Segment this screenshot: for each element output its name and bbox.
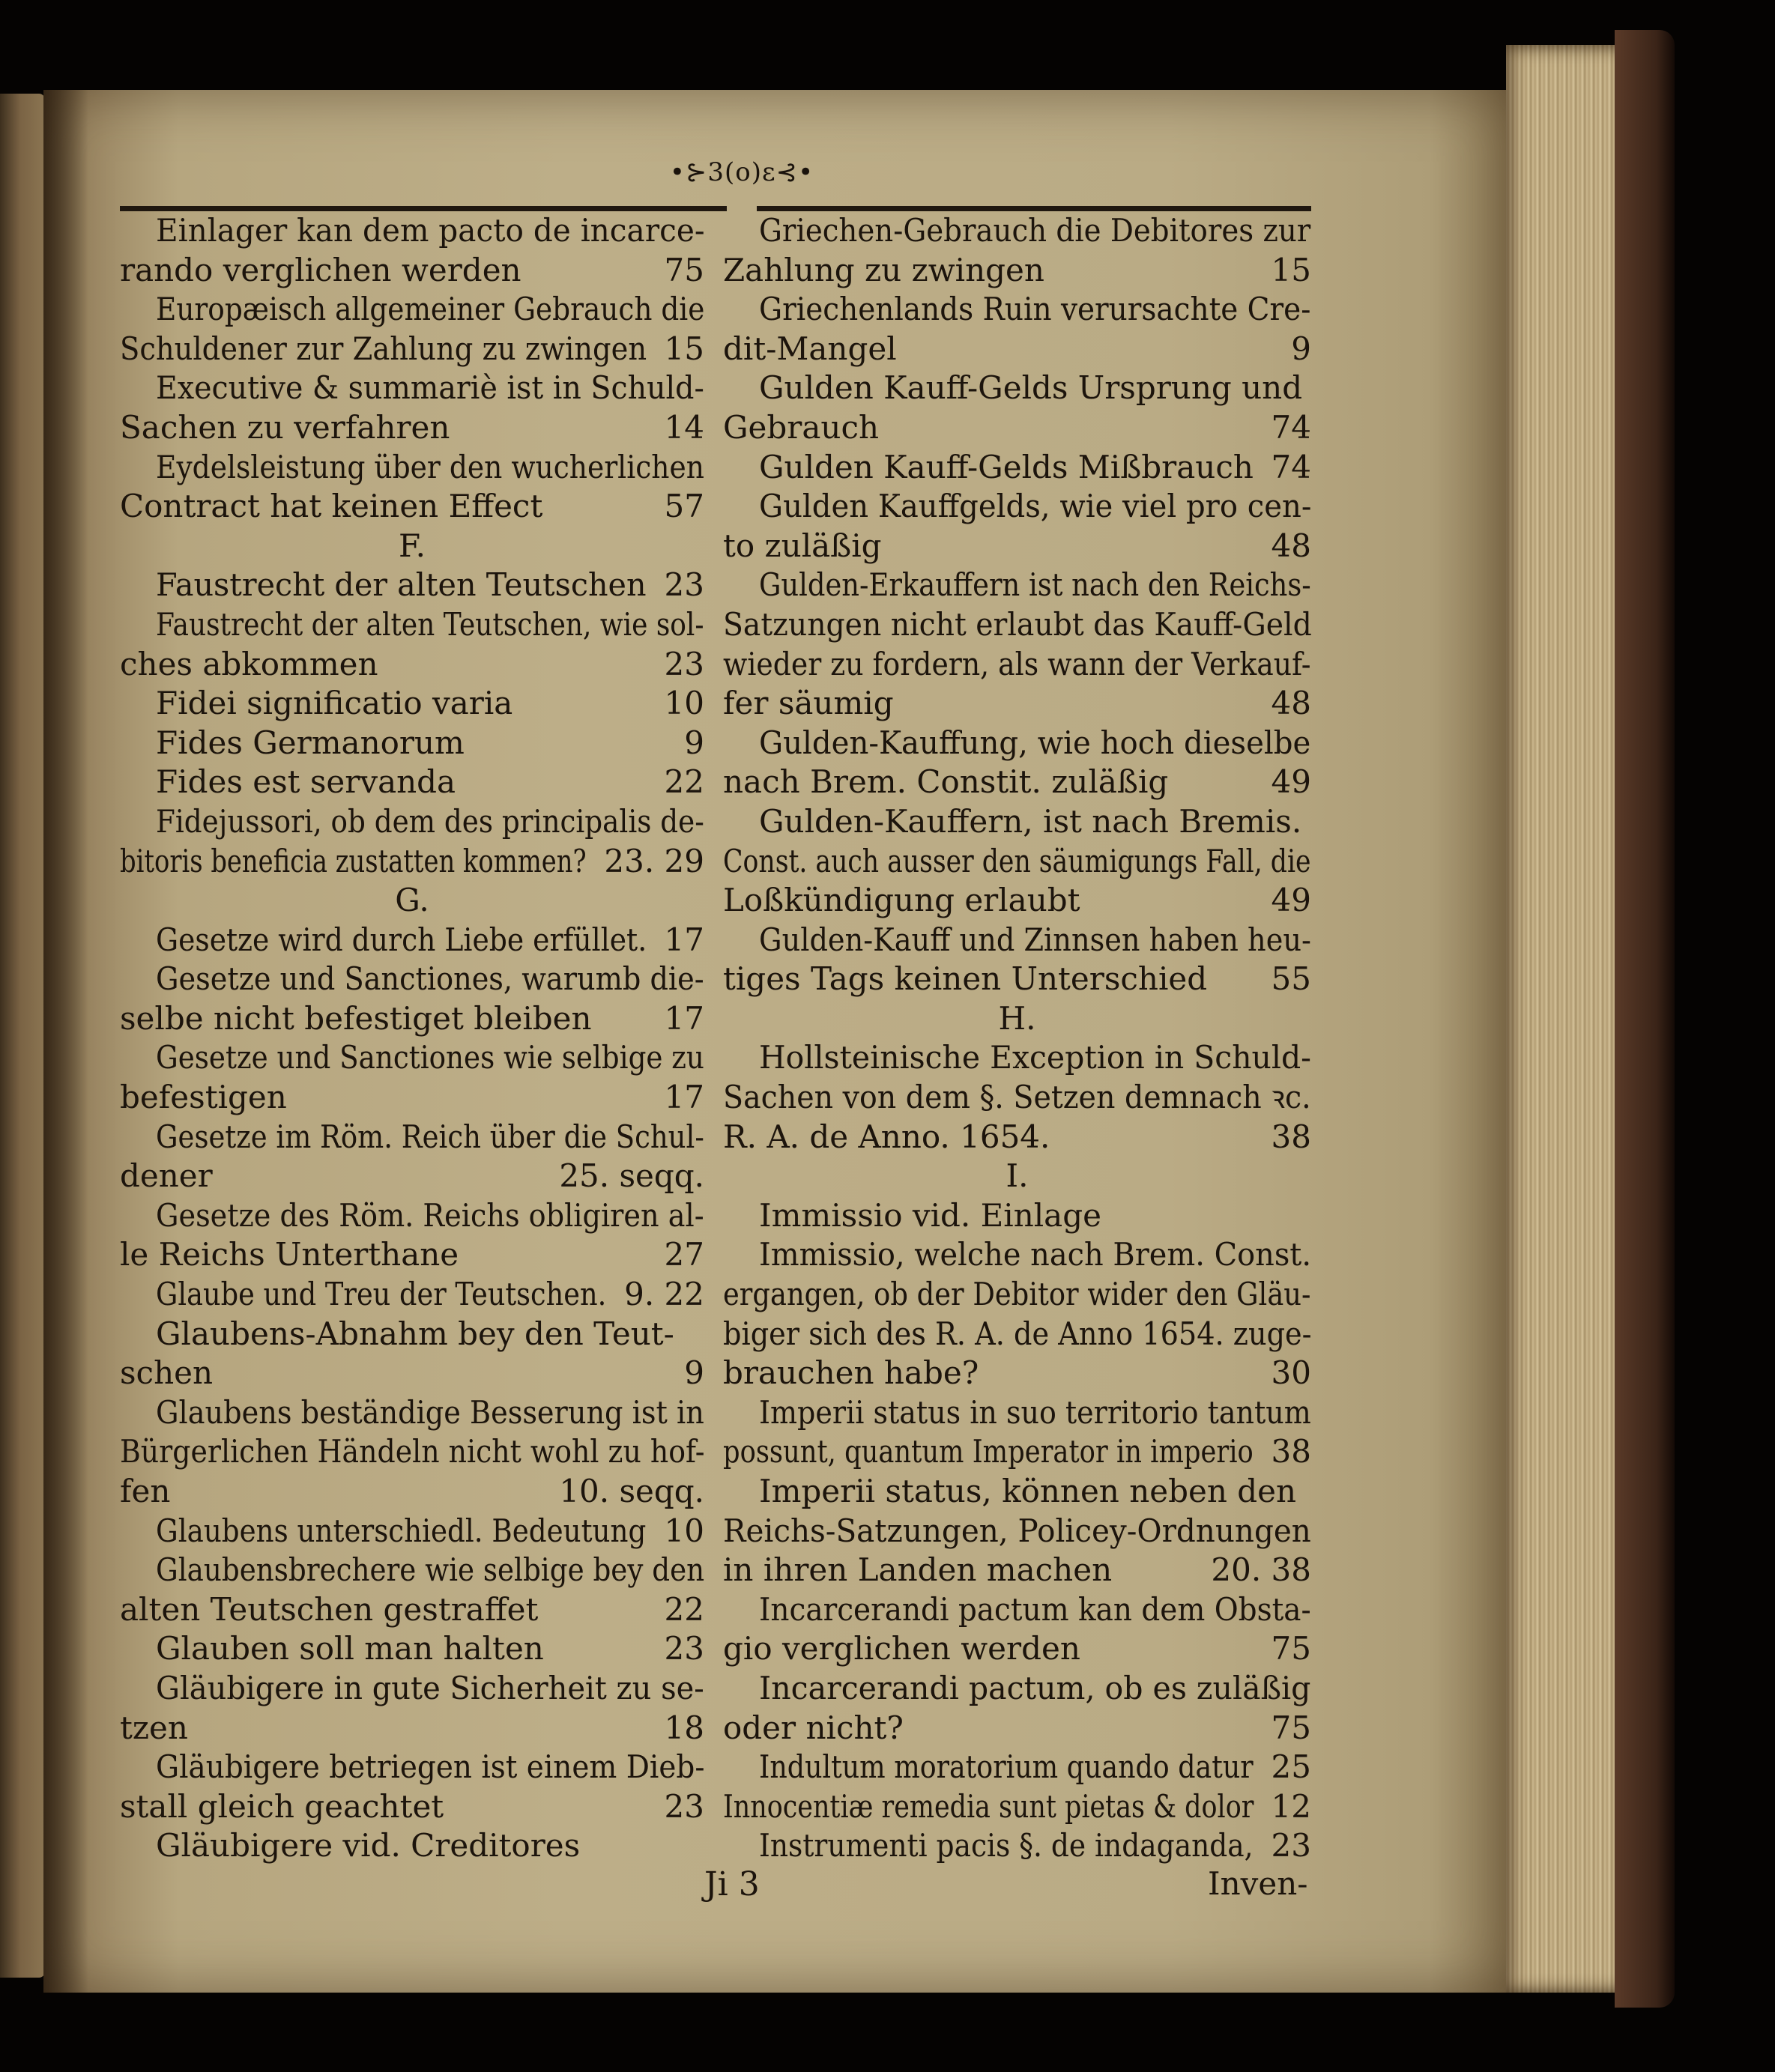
index-line [723,330,1311,369]
index-page-number: 22 [664,763,704,801]
index-entry-text: Indultum moratorium quando datur [759,1748,1254,1786]
index-entry-text: Innocentiæ remedia sunt pietas & dolor [723,1787,1254,1825]
index-line [723,881,1311,921]
index-entry-text: Gulden Kauffgelds, wie viel pro cen- [759,488,1312,525]
index-line [120,763,704,802]
index-line [120,921,704,960]
index-page-number: 22 [664,1590,704,1628]
index-entry-text: nach Brem. Constit. zuläßig [723,763,1169,801]
index-line [120,1551,704,1590]
index-line [120,369,704,408]
index-page-number: 55 [1271,960,1311,998]
index-page-number: 23 [1271,1827,1311,1865]
index-entry-text: in ihren Landen machen [723,1551,1113,1589]
index-line [723,1512,1311,1551]
index-page-number: 25 [1271,1748,1311,1786]
index-page-number: 15 [664,330,704,367]
index-line [120,487,704,527]
index-line [120,1826,704,1866]
index-page-number: 10 [664,685,704,722]
index-line [120,1629,704,1669]
book-cover-edge [1615,30,1675,2008]
index-line [120,408,704,448]
index-entry-text: Glauben soll man halten [156,1630,544,1667]
index-entry-text: Gesetze des Röm. Reichs obligiren al- [156,1196,704,1234]
page-header-ornament: •⊱3(o)ε⊰• [669,157,814,187]
index-entry-text: Incarcerandi pactum, ob es zuläßig [759,1669,1311,1706]
index-entry-text: H. [998,999,1036,1037]
index-entry-text: gio verglichen werden [723,1630,1080,1667]
index-line [723,408,1311,448]
index-entry-text: F. [399,527,426,564]
index-line [723,566,1311,605]
index-entry-text: Immissio, welche nach Brem. Const. [759,1236,1312,1273]
index-line [723,1078,1311,1118]
index-line [723,763,1311,802]
index-entry-text: Executive & summariè ist in Schuld- [156,369,704,407]
index-line [723,802,1311,842]
index-entry-text: Fidejussori, ob dem des principalis de- [156,802,704,840]
index-line [120,1393,704,1433]
section-letter [120,881,704,921]
index-page-number: 17 [664,921,704,958]
gutter-shadow [43,90,88,1993]
index-page-number: 15 [1271,251,1311,288]
index-page-number: 48 [1271,527,1311,564]
index-entry-text: Eydelsleistung über den wucherlichen [156,448,704,485]
index-page-number: 17 [664,999,704,1037]
index-page-number: 18 [664,1709,704,1746]
catchword: Inven- [1208,1865,1308,1902]
index-entry-text: Griechen-Gebrauch die Debitores zur [759,212,1311,249]
index-entry-text: Gläubigere in gute Sicherheit zu se- [156,1669,704,1706]
index-entry-text: Incarcerandi pactum kan dem Obsta- [759,1590,1311,1628]
index-page-number: 9 [1291,330,1311,367]
previous-page-edge [0,94,45,1978]
index-line [723,1118,1311,1157]
index-entry-text: Gulden-Kauffern, ist nach Bremis. [759,802,1302,840]
index-column-left [120,211,704,1866]
index-line [723,1472,1311,1512]
index-page-number: 9 [684,724,704,761]
index-entry-text: Immissio vid. Einlage [759,1196,1101,1234]
index-entry-text: dit-Mangel [723,330,897,367]
index-entry-text: Gläubigere vid. Creditores [156,1827,581,1865]
index-line [723,1196,1311,1236]
index-entry-text: Gebrauch [723,408,880,446]
index-entry-text: Zahlung zu zwingen [723,251,1044,288]
index-line [120,566,704,605]
index-line [723,1787,1311,1827]
index-entry-text: Schuldener zur Zahlung zu zwingen [120,330,647,367]
index-line [723,724,1311,763]
index-entry-text: R. A. de Anno. 1654. [723,1118,1050,1155]
index-page-number: 30 [1271,1354,1311,1392]
index-page-number: 17 [664,1079,704,1116]
index-entry-text: fen [120,1473,171,1509]
index-entry-text: Gesetze wird durch Liebe erfüllet. [156,921,647,958]
index-line [120,1157,704,1196]
index-page-number: 10. seqq. [559,1473,704,1509]
index-entry-text: Contract hat keinen Effect [120,488,543,525]
section-letter [723,1157,1311,1196]
index-line [723,211,1311,251]
index-entry-text: Faustrecht der alten Teutschen, wie sol- [156,605,704,643]
index-line [723,290,1311,330]
index-line [120,724,704,763]
index-entry-text: biger sich des R. A. de Anno 1654. zuge- [723,1315,1312,1352]
index-line [723,645,1311,685]
index-entry-text: bitoris beneficia zustatten kommen? [120,842,587,879]
index-line [723,1669,1311,1709]
index-line [723,1038,1311,1078]
index-entry-text: Reichs-Satzungen, Policey-Ordnungen [723,1512,1311,1549]
index-line [120,842,704,882]
index-entry-text: Gulden-Kauffung, wie hoch dieselbe [759,724,1311,761]
index-line [120,1118,704,1157]
index-line [120,1512,704,1551]
index-page-number: 9. 22 [624,1276,704,1313]
index-page-number: 74 [1271,448,1311,485]
index-line [723,1432,1311,1472]
index-line [120,605,704,645]
index-line [120,251,704,291]
index-page-number: 9 [684,1354,704,1392]
header-rule-right [757,206,1311,211]
index-entry-text: Einlager kan dem pacto de incarce- [156,212,705,249]
index-line [723,960,1311,999]
index-entry-text: Bürgerlichen Händeln nicht wohl zu hof- [120,1433,705,1470]
index-line [120,802,704,842]
index-entry-text: ergangen, ob der Debitor wider den Gläu- [723,1276,1311,1313]
index-line [120,330,704,369]
index-entry-text: dener [120,1157,213,1195]
index-page-number: 23 [664,1630,704,1667]
index-entry-text: Const. auch ausser den säumigungs Fall, die [723,842,1311,879]
index-line [723,605,1311,645]
index-line [120,684,704,724]
index-line [723,448,1311,488]
index-entry-text: Gesetze und Sanctiones, warumb die- [156,960,704,998]
index-entry-text: le Reichs Unterthane [120,1236,459,1273]
index-entry-text: Glaubens-Abnahm bey den Teut- [156,1315,674,1352]
index-line [723,487,1311,527]
index-line [120,1590,704,1630]
index-entry-text: Fidei significatio varia [156,685,513,722]
index-entry-text: Sachen zu verfahren [120,408,450,446]
index-page-number: 74 [1271,408,1311,446]
index-line [120,1669,704,1709]
index-line [723,251,1311,291]
index-entry-text: Fides Germanorum [156,724,465,761]
index-line [120,1196,704,1236]
index-entry-text: Glaube und Treu der Teutschen. [156,1276,607,1313]
index-entry-text: schen [120,1354,214,1392]
index-line [120,211,704,251]
index-entry-text: alten Teutschen gestraffet [120,1590,539,1628]
index-entry-text: I. [1006,1157,1029,1195]
index-column-right [723,211,1311,1866]
index-line [723,1629,1311,1669]
index-entry-text: selbe nicht befestiget bleiben [120,999,592,1037]
index-line [723,1748,1311,1787]
index-page-number: 48 [1271,685,1311,722]
index-entry-text: oder nicht? [723,1709,904,1746]
index-line [723,369,1311,408]
index-page-number: 23 [664,1787,704,1825]
index-entry-text: Glaubensbrechere wie selbige bey den [156,1551,705,1589]
index-line [120,1472,704,1512]
index-line [723,1551,1311,1590]
index-line [120,1709,704,1748]
section-letter [723,999,1311,1039]
index-line [723,1275,1311,1315]
index-line [120,1315,704,1354]
index-line [120,448,704,488]
index-entry-text: Imperii status in suo territorio tantum [759,1393,1311,1431]
index-entry-text: G. [395,882,429,919]
index-page-number: 49 [1271,763,1311,801]
index-line [723,1393,1311,1433]
index-line [120,1748,704,1787]
index-entry-text: Faustrecht der alten Teutschen [156,566,647,604]
index-entry-text: Griechenlands Ruin verursachte Cre- [759,291,1311,328]
index-entry-text: brauchen habe? [723,1354,979,1392]
index-line [723,842,1311,882]
index-line [723,1590,1311,1630]
index-line [120,960,704,999]
index-entry-text: Hollsteinische Exception in Schuld- [759,1039,1311,1076]
index-entry-text: Glaubens beständige Besserung ist in [156,1393,704,1431]
index-entry-text: Imperii status, können neben den [759,1473,1297,1509]
index-page-number: 75 [664,251,704,288]
index-page-number: 49 [1271,882,1311,919]
index-entry-text: Glaubens unterschiedl. Bedeutung [156,1512,647,1549]
index-line [723,1235,1311,1275]
index-entry-text: ches abkommen [120,645,378,682]
index-entry-text: Gesetze und Sanctiones wie selbige zu [156,1039,704,1076]
index-entry-text: Satzungen nicht erlaubt das Kauff-Geld [723,605,1312,643]
index-entry-text: wieder zu fordern, als wann der Verkauf- [723,645,1311,682]
index-entry-text: befestigen [120,1079,287,1116]
index-line [120,645,704,685]
index-page-number: 23 [664,566,704,604]
index-page-number: 38 [1271,1118,1311,1155]
index-page-number: 38 [1271,1433,1311,1470]
index-line [120,1275,704,1315]
index-line [723,684,1311,724]
index-entry-text: to zuläßig [723,527,882,564]
index-entry-text: Fides est servanda [156,763,456,801]
index-entry-text: tzen [120,1709,188,1746]
index-line [120,290,704,330]
index-entry-text: fer säumig [723,685,894,722]
index-line [120,1354,704,1393]
index-entry-text: Gulden-Erkauffern ist nach den Reichs- [759,566,1311,604]
index-page-number: 75 [1271,1709,1311,1746]
index-line [120,999,704,1039]
index-page-number: 14 [664,408,704,446]
index-line [723,527,1311,566]
index-page-number: 57 [664,488,704,525]
index-page-number: 12 [1271,1787,1311,1825]
index-page-number: 25. seqq. [559,1157,704,1195]
index-entry-text: Gulden Kauff-Gelds Mißbrauch [759,448,1254,485]
index-entry-text: tiges Tags keinen Unterschied [723,960,1208,998]
index-page-number: 23. 29 [604,842,704,879]
index-entry-text: Gläubigere betriegen ist einem Dieb- [156,1748,705,1786]
index-line [120,1078,704,1118]
index-entry-text: stall gleich geachtet [120,1787,444,1825]
index-entry-text: possunt, quantum Imperator in imperio [723,1433,1254,1470]
index-line [723,1826,1311,1866]
index-line [120,1787,704,1827]
index-page-number: 23 [664,645,704,682]
header-rule-left [120,206,727,211]
index-entry-text: rando verglichen werden [120,251,521,288]
signature-mark: Ji 3 [704,1865,760,1903]
index-line [723,1709,1311,1748]
index-entry-text: Gesetze im Röm. Reich über die Schul- [156,1118,704,1155]
index-line [120,1432,704,1472]
index-entry-text: Loßkündigung erlaubt [723,882,1080,919]
index-entry-text: Europæisch allgemeiner Gebrauch die [156,291,705,328]
index-entry-text: Sachen von dem §. Setzen demnach ꝛc. [723,1079,1311,1116]
section-letter [120,527,704,566]
index-page-number: 10 [664,1512,704,1549]
index-entry-text: Instrumenti pacis §. de indaganda, [759,1827,1254,1865]
index-entry-text: Gulden-Kauff und Zinnsen haben heu- [759,921,1311,958]
index-line [723,921,1311,960]
index-line [723,1354,1311,1393]
index-line [120,1038,704,1078]
index-entry-text: Gulden Kauff-Gelds Ursprung und [759,369,1303,407]
index-line [120,1235,704,1275]
index-line [723,1315,1311,1354]
index-page-number: 20. 38 [1211,1551,1311,1589]
index-page-number: 75 [1271,1630,1311,1667]
index-page-number: 27 [664,1236,704,1273]
